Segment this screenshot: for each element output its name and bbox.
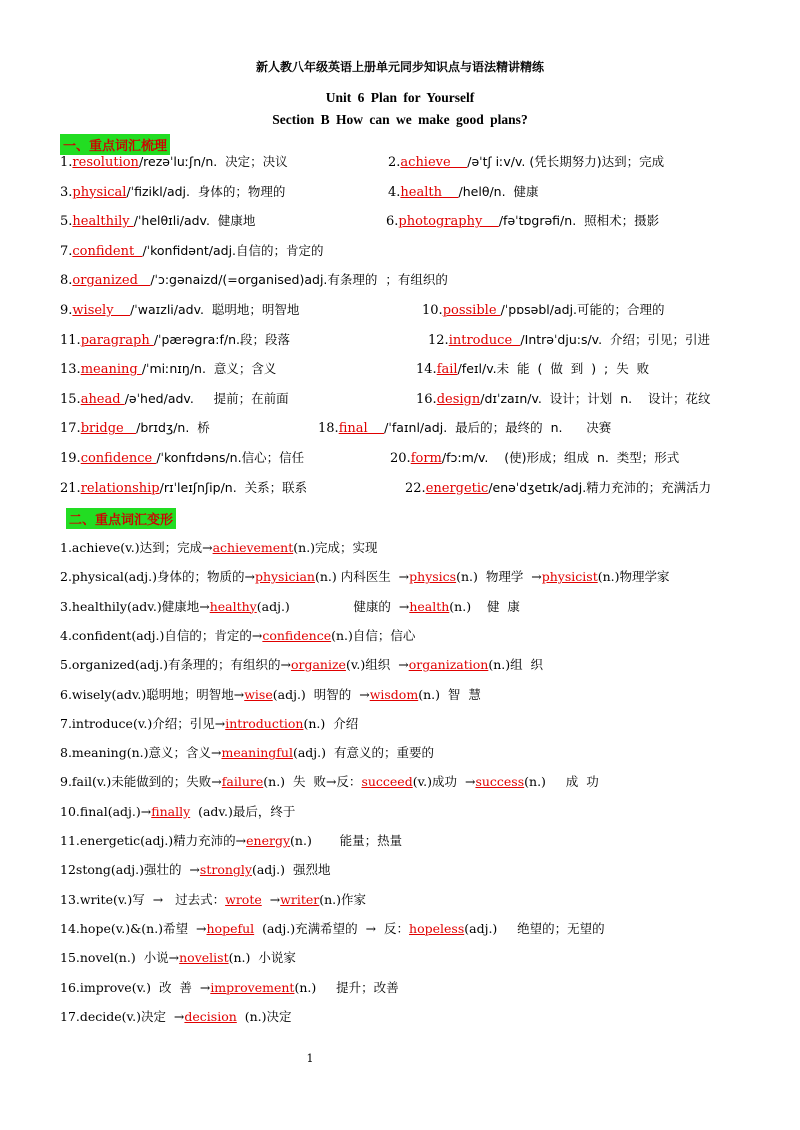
word-form-text: (n.) 介绍 bbox=[303, 715, 359, 731]
word-form-text: (n.)物理学家 bbox=[597, 569, 670, 585]
word-form-line bbox=[60, 802, 760, 820]
word-form-answer: introduction bbox=[225, 715, 304, 731]
word-form-text: (n.) 提升；改善 bbox=[294, 979, 399, 995]
word-form-text: 12stong(adj.)强壮的 → bbox=[60, 862, 200, 878]
vocab-row bbox=[60, 418, 760, 438]
word-form-answer: writer bbox=[280, 891, 320, 907]
vocab-number: 1. bbox=[60, 155, 73, 170]
vocab-number: 4. bbox=[388, 184, 401, 200]
vocab-item bbox=[416, 359, 649, 377]
vocab-item bbox=[405, 478, 711, 496]
vocab-word-answer: organized bbox=[72, 273, 151, 289]
vocab-definition: /ˈkonfidənt/adj.自信的；肯定的 bbox=[142, 242, 324, 258]
word-form-text: → bbox=[261, 891, 281, 907]
vocab-number: 5. bbox=[60, 214, 73, 230]
vocab-item bbox=[60, 418, 210, 436]
vocab-word-answer: achieve bbox=[400, 155, 468, 170]
vocab-definition: /ˈfizikl/adj. 身体的；物理的 bbox=[126, 183, 286, 199]
vocab-item bbox=[390, 448, 679, 466]
word-form-text: (n.) 成 功 bbox=[524, 774, 599, 790]
vocab-word-answer: bridge bbox=[80, 421, 137, 437]
vocab-word-answer: paragraph bbox=[80, 332, 154, 348]
vocab-number: 7. bbox=[60, 243, 73, 259]
word-form-answer: achievement bbox=[212, 540, 294, 555]
word-form-text: (n.)组 织 bbox=[488, 657, 544, 673]
word-form-text: (adj.) 有意义的；重要的 bbox=[292, 745, 434, 761]
vocab-definition: /fɔ:m/v. (使)形成；组成 n. 类型；形式 bbox=[441, 450, 680, 465]
vocab-word-answer: final bbox=[338, 421, 385, 437]
document-title: 新人教八年级英语上册单元同步知识点与语法精讲精练 bbox=[255, 60, 544, 74]
vocab-definition: /ˈmiːnɪŋ/n. 意义；含义 bbox=[141, 361, 277, 377]
vocab-item bbox=[60, 448, 304, 466]
vocab-word-answer: healthily bbox=[72, 214, 134, 230]
vocab-number: 16. bbox=[416, 391, 437, 407]
word-form-line bbox=[60, 567, 760, 585]
vocab-word-answer: confidence bbox=[80, 451, 157, 466]
word-form-line bbox=[60, 919, 760, 937]
vocab-word-answer: energetic bbox=[425, 480, 489, 496]
vocab-definition: /ˈɔ:gənaizd/(=organised)adj.有条理的 ；有组织的 bbox=[150, 272, 448, 288]
vocab-number: 10. bbox=[422, 303, 443, 318]
vocab-item bbox=[60, 330, 290, 348]
word-form-text: 8.meaning(n.)意义；含义→ bbox=[60, 745, 222, 761]
word-form-text: (n.) 健 康 bbox=[449, 598, 520, 614]
vocab-item bbox=[60, 359, 276, 377]
word-form-answer: success bbox=[475, 774, 525, 790]
vocab-word-answer: health bbox=[400, 184, 459, 200]
word-form-line bbox=[60, 948, 760, 966]
word-form-text: 7.introduce(v.)介绍；引见→ bbox=[60, 715, 226, 731]
vocab-item bbox=[60, 300, 299, 318]
vocab-row bbox=[60, 448, 760, 468]
vocab-definition: /enəˈdʒetɪk/adj.精力充沛的；充满活力 bbox=[488, 479, 712, 495]
vocab-number: 2. bbox=[388, 155, 401, 170]
word-form-text: (n.)完成；实现 bbox=[293, 540, 378, 555]
vocab-row bbox=[60, 211, 760, 231]
vocab-definition: /əˈtʃ iːv/v. (凭长期努力)达到；完成 bbox=[467, 154, 665, 169]
word-form-line bbox=[60, 772, 760, 790]
word-form-answer: novelist bbox=[179, 950, 229, 966]
vocab-item bbox=[60, 389, 289, 407]
word-form-answer: improvement bbox=[210, 979, 295, 995]
vocab-word-answer: resolution bbox=[72, 155, 139, 170]
vocab-row bbox=[60, 241, 760, 261]
vocab-heading: 一、重点词汇梳理 bbox=[60, 134, 170, 155]
word-form-text: (adj.) 明智的 → bbox=[272, 686, 370, 702]
word-form-text: (adj.) 绝望的；无望的 bbox=[464, 920, 605, 936]
vocab-word-answer: ahead bbox=[80, 391, 125, 407]
word-form-text: (n.) 小说家 bbox=[228, 950, 296, 966]
word-form-answer: wise bbox=[244, 686, 273, 702]
word-form-line bbox=[60, 978, 760, 996]
vocab-item bbox=[422, 300, 665, 318]
vocab-item bbox=[386, 211, 659, 229]
word-form-text: 10.final(adj.)→ bbox=[60, 803, 152, 819]
vocab-definition: /ˈwaɪzli/adv. 聪明地；明智地 bbox=[130, 302, 300, 317]
vocab-item bbox=[60, 270, 448, 288]
vocab-row bbox=[60, 330, 760, 350]
vocab-definition: /brɪdʒ/n. 桥 bbox=[136, 420, 210, 436]
vocab-row bbox=[60, 182, 760, 202]
word-form-answer: organize bbox=[290, 657, 346, 673]
vocab-number: 11. bbox=[60, 332, 81, 348]
word-form-answer: meaningful bbox=[221, 745, 293, 761]
vocab-word-answer: physical bbox=[72, 184, 127, 200]
vocab-word-answer: possible bbox=[442, 303, 501, 318]
word-form-line bbox=[60, 714, 760, 732]
word-form-text: (n.)自信；信心 bbox=[331, 627, 416, 643]
vocab-definition: /ˈpærəgra:f/n.段；段落 bbox=[153, 331, 290, 347]
word-form-answer: health bbox=[409, 598, 450, 614]
word-form-text: 13.write(v.)写 → 过去式： bbox=[60, 891, 226, 907]
vocab-definition: /feɪl/v.未 能 ( 做 到 ) ; 失 败 bbox=[457, 361, 650, 377]
word-form-line bbox=[60, 685, 760, 703]
word-form-answer: hopeful bbox=[206, 920, 255, 936]
vocab-row bbox=[60, 359, 760, 379]
vocab-row bbox=[60, 300, 760, 320]
word-form-text: 9.fail(v.)未能做到的；失败→ bbox=[60, 774, 222, 790]
word-form-answer: failure bbox=[221, 774, 264, 790]
word-form-text: 14.hope(v.)&(n.)希望 → bbox=[60, 920, 207, 936]
vocab-word-answer: wisely bbox=[72, 303, 131, 318]
vocab-number: 21. bbox=[60, 480, 81, 496]
vocab-item bbox=[428, 330, 710, 348]
vocab-row bbox=[60, 270, 760, 290]
vocab-row bbox=[60, 152, 760, 172]
vocab-definition: /ˈfaɪnl/adj. 最后的；最终的 n. 决赛 bbox=[384, 420, 612, 436]
vocab-word-answer: relationship bbox=[80, 480, 160, 496]
vocab-item bbox=[60, 478, 307, 496]
word-form-line bbox=[60, 1007, 760, 1025]
word-form-text: (adv.)最后，终于 bbox=[190, 803, 296, 819]
word-form-answer: finally bbox=[151, 803, 191, 819]
word-form-text: (adj.) 强烈地 bbox=[251, 862, 331, 878]
vocab-word-answer: introduce bbox=[448, 332, 521, 348]
vocab-word-answer: form bbox=[410, 451, 442, 466]
vocab-row bbox=[60, 478, 760, 498]
vocab-definition: /dɪˈzaɪn/v. 设计；计划 n. 设计；花纹 bbox=[480, 390, 711, 406]
word-form-text: 4.confident(adj.)自信的；肯定的→ bbox=[60, 627, 263, 643]
vocab-definition: /ˈpɒsəbl/adj.可能的；合理的 bbox=[500, 302, 665, 317]
word-form-answer: wrote bbox=[225, 891, 262, 907]
vocab-definition: /rɪˈleɪʃnʃip/n. 关系；联系 bbox=[159, 479, 308, 495]
word-form-answer: confidence bbox=[262, 627, 332, 643]
vocab-item bbox=[60, 241, 324, 259]
vocab-word-answer: fail bbox=[436, 362, 458, 378]
vocab-number: 17. bbox=[60, 421, 81, 437]
word-form-text: 15.novel(n.) 小说→ bbox=[60, 950, 180, 966]
word-form-text: 16.improve(v.) 改 善 → bbox=[60, 979, 211, 995]
unit-title: Unit 6 Plan for Yourself bbox=[325, 90, 475, 105]
vocab-number: 15. bbox=[60, 391, 81, 407]
vocab-definition: /fəˈtɒgrəfi/n. 照相术；摄影 bbox=[498, 213, 660, 229]
word-form-text: 6.wisely(adv.)聪明地；明智地→ bbox=[60, 686, 245, 702]
word-form-text: 5.organized(adj.)有条理的；有组织的→ bbox=[60, 657, 291, 673]
word-form-line bbox=[60, 626, 760, 644]
word-form-text: (n.)决定 bbox=[236, 1008, 292, 1024]
vocab-word-answer: meaning bbox=[80, 362, 142, 378]
word-forms-heading: 二、重点词汇变形 bbox=[66, 508, 176, 529]
vocab-word-answer: confident bbox=[72, 243, 143, 259]
word-form-text: (n.) 失 败→反： bbox=[263, 774, 362, 790]
word-form-answer: wisdom bbox=[369, 686, 419, 702]
vocab-item bbox=[388, 182, 539, 200]
word-form-text: 17.decide(v.)决定 → bbox=[60, 1008, 185, 1024]
word-form-line bbox=[60, 743, 760, 761]
word-form-text: (n.)作家 bbox=[319, 891, 367, 907]
vocab-definition: /helθ/n. 健康 bbox=[458, 183, 539, 199]
vocab-number: 20. bbox=[390, 451, 411, 466]
vocab-item bbox=[318, 418, 611, 436]
word-form-line bbox=[60, 597, 760, 615]
vocab-item bbox=[60, 152, 288, 170]
word-form-text: 2.physical(adj.)身体的；物质的→ bbox=[60, 569, 255, 585]
vocab-item bbox=[416, 389, 711, 407]
page-number: 1 bbox=[306, 1052, 314, 1065]
word-form-line bbox=[60, 538, 760, 556]
word-form-line bbox=[60, 655, 760, 673]
vocab-definition: /Intrəˈdju:s/v. 介绍；引见；引进 bbox=[520, 331, 711, 347]
word-form-text: (v.)组织 → bbox=[345, 657, 409, 673]
word-form-text: (v.)成功 → bbox=[412, 774, 476, 790]
vocab-number: 22. bbox=[405, 480, 426, 496]
word-form-text: (n.) 内科医生 → bbox=[314, 569, 410, 585]
word-form-text: (adj.) 健康的 → bbox=[256, 598, 410, 614]
word-form-answer: physician bbox=[254, 569, 315, 585]
vocab-row bbox=[60, 389, 760, 409]
word-form-line bbox=[60, 831, 760, 849]
vocab-item bbox=[388, 152, 664, 170]
word-form-answer: energy bbox=[246, 833, 291, 848]
vocab-number: 8. bbox=[60, 273, 73, 289]
word-form-text: 1.achieve(v.)达到；完成→ bbox=[60, 540, 213, 555]
word-form-answer: organization bbox=[408, 657, 489, 673]
word-form-text: 3.healthily(adv.)健康地→ bbox=[60, 598, 210, 614]
vocab-number: 9. bbox=[60, 303, 73, 318]
vocab-number: 6. bbox=[386, 214, 399, 230]
vocab-item bbox=[60, 211, 255, 229]
section-title: Section B How can we make good plans? bbox=[272, 112, 528, 127]
word-form-text: (n.) 能量；热量 bbox=[290, 833, 403, 848]
vocab-number: 18. bbox=[318, 421, 339, 437]
vocab-word-answer: photography bbox=[398, 214, 499, 230]
word-form-answer: hopeless bbox=[409, 920, 465, 936]
word-form-answer: physics bbox=[409, 569, 457, 585]
vocab-item bbox=[60, 182, 285, 200]
word-form-answer: physicist bbox=[541, 569, 598, 585]
word-form-answer: healthy bbox=[209, 598, 257, 614]
vocab-number: 14. bbox=[416, 362, 437, 378]
vocab-definition: /rezəˈluːʃn/n. 决定；决议 bbox=[138, 154, 288, 169]
vocab-number: 3. bbox=[60, 184, 73, 200]
word-form-line bbox=[60, 860, 760, 878]
vocab-number: 19. bbox=[60, 451, 81, 466]
vocab-definition: /əˈhed/adv. 提前；在前面 bbox=[124, 390, 289, 406]
word-form-answer: succeed bbox=[361, 774, 413, 790]
word-form-text: (adj.)充满希望的 → 反： bbox=[254, 920, 410, 936]
word-form-answer: decision bbox=[184, 1008, 237, 1024]
vocab-number: 12. bbox=[428, 332, 449, 348]
word-form-answer: strongly bbox=[199, 862, 252, 878]
vocab-number: 13. bbox=[60, 362, 81, 378]
vocab-definition: /ˈhelθɪli/adv. 健康地 bbox=[133, 213, 256, 229]
vocab-definition: /ˈkonfɪdəns/n.信心；信任 bbox=[156, 450, 305, 465]
vocab-word-answer: design bbox=[436, 391, 481, 407]
word-form-text: (n.) 物理学 → bbox=[456, 569, 542, 585]
word-form-text: 11.energetic(adj.)精力充沛的→ bbox=[60, 833, 247, 848]
word-form-line bbox=[60, 890, 760, 908]
word-form-text: (n.) 智 慧 bbox=[418, 686, 481, 702]
